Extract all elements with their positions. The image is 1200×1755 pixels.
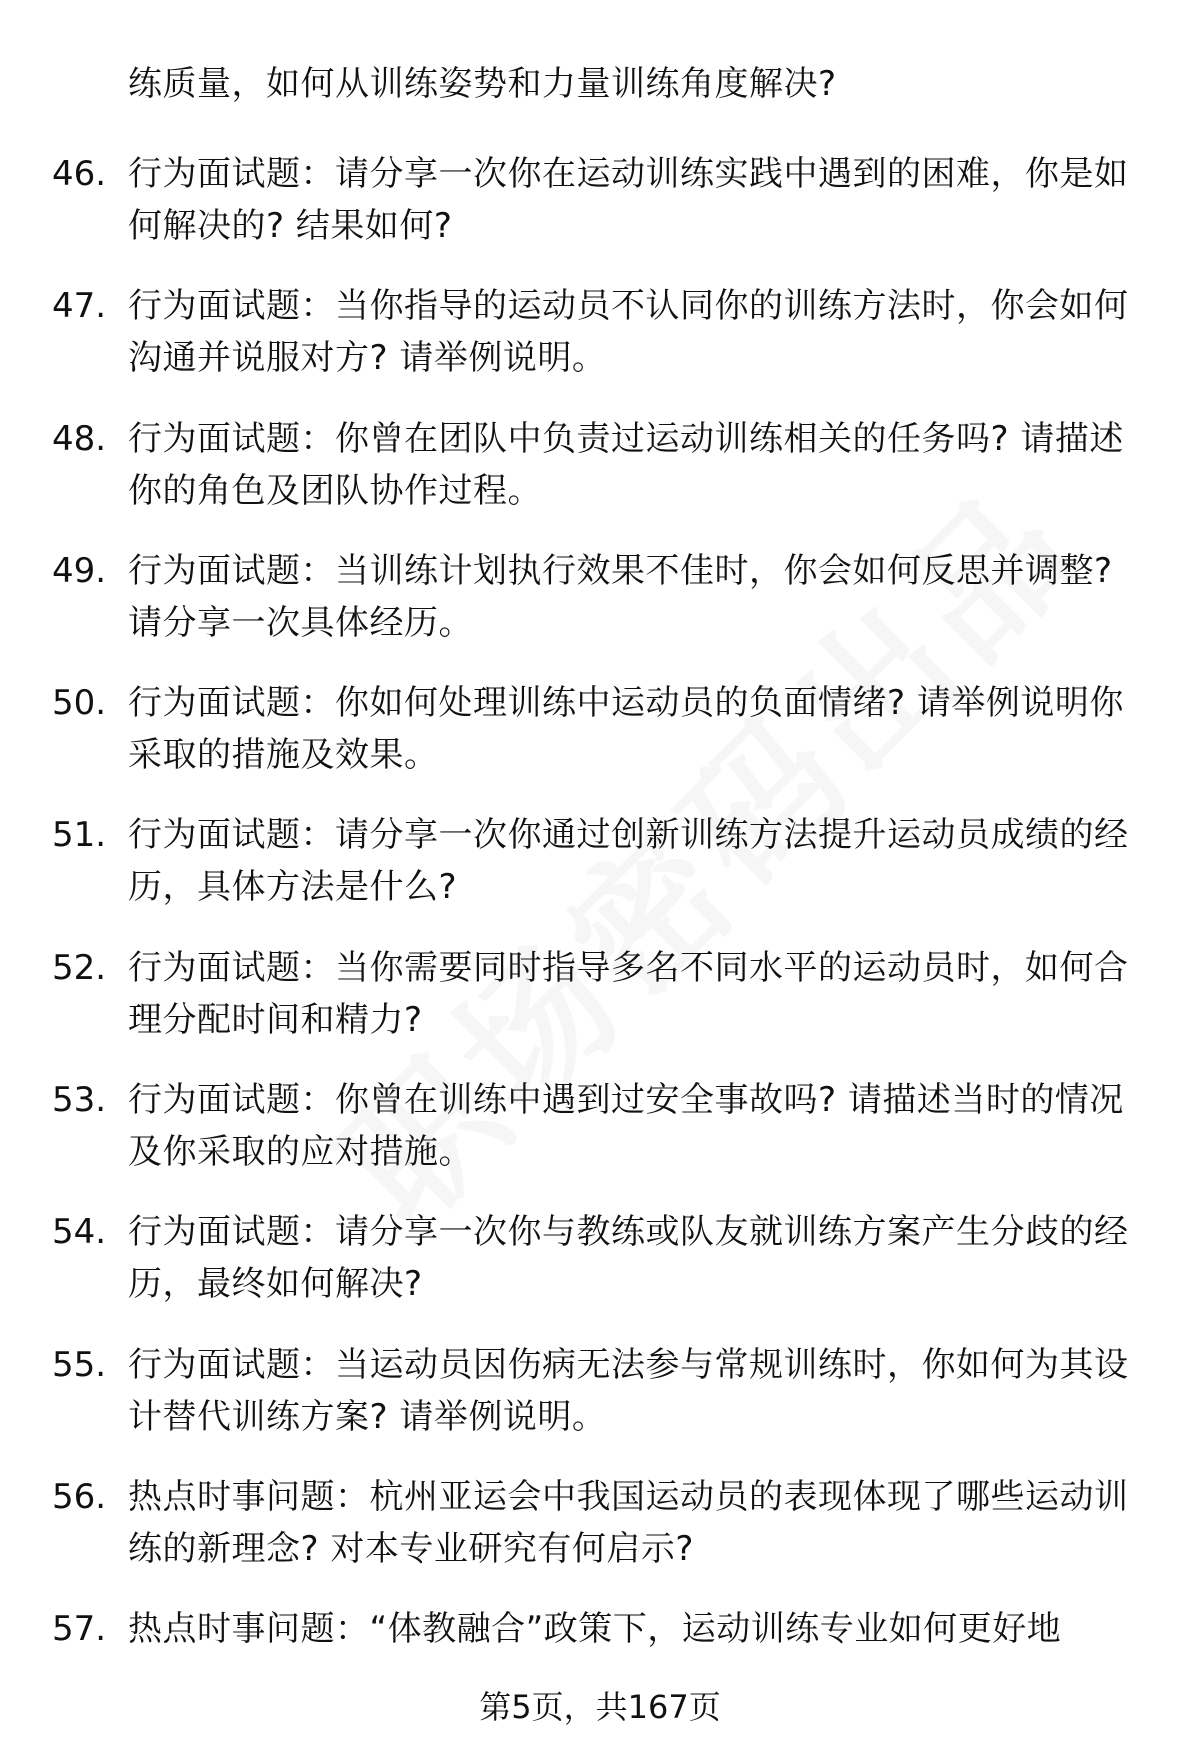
question-number: 46.	[52, 154, 107, 194]
question-text: 行为面试题：请分享一次你在运动训练实践中遇到的困难，你是如何解决的? 结果如何?	[128, 154, 1129, 246]
list-item	[0, 942, 1200, 1074]
question-text: 行为面试题：你如何处理训练中运动员的负面情绪? 请举例说明你采取的措施及效果。	[128, 683, 1124, 776]
question-number: 53.	[52, 1080, 107, 1121]
question-text: 热点时事问题：“体教融合”政策下，运动训练专业如何更好地	[128, 1609, 1062, 1650]
question-number: 49.	[52, 550, 107, 591]
question-text: 热点时事问题：杭州亚运会中我国运动员的表现体现了哪些运动训练的新理念? 对本专业研究有何启示?	[128, 1476, 1129, 1569]
question-text: 行为面试题：请分享一次你与教练或队友就训练方案产生分歧的经历，最终如何解决?	[128, 1212, 1129, 1305]
question-text: 行为面试题：当你需要同时指导多名不同水平的运动员时，如何合理分配时间和精力?	[128, 947, 1129, 1040]
question-text: 行为面试题：当训练计划执行效果不佳时，你会如何反思并调整? 请分享一次具体经历。	[128, 550, 1113, 643]
list-item	[0, 1339, 1200, 1471]
question-number: 51.	[52, 815, 107, 856]
list-item	[0, 1471, 1200, 1603]
list-item	[0, 677, 1200, 809]
question-number: 50.	[52, 683, 107, 724]
question-text: 行为面试题：你曾在训练中遇到过安全事故吗? 请描述当时的情况及你采取的应对措施。	[128, 1080, 1124, 1173]
list-item	[0, 809, 1200, 941]
list-item	[0, 413, 1200, 545]
question-text: 行为面试题：当运动员因伤病无法参与常规训练时，你如何为其设计替代训练方案? 请举例说明。	[128, 1344, 1129, 1437]
question-number: 55.	[52, 1344, 107, 1385]
question-number: 52.	[52, 947, 107, 988]
question-list	[0, 148, 1200, 1736]
question-text: 行为面试题：请分享一次你通过创新训练方法提升运动员成绩的经历，具体方法是什么?	[128, 815, 1129, 908]
list-item	[0, 1206, 1200, 1338]
question-text: 行为面试题：当你指导的运动员不认同你的训练方法时，你会如何沟通并说服对方? 请举例说明。	[128, 286, 1129, 379]
list-item	[0, 148, 1200, 280]
page-footer	[0, 1687, 1200, 1727]
question-number: 57.	[52, 1609, 107, 1650]
list-item	[0, 1074, 1200, 1206]
continuation-text: 练质量，如何从训练姿势和力量训练角度解决?	[128, 64, 837, 104]
question-number: 47.	[52, 286, 107, 327]
list-item	[0, 545, 1200, 677]
question-number: 48.	[52, 418, 107, 459]
page-number-label: 第5页，共167页	[479, 1688, 721, 1726]
list-item	[0, 280, 1200, 412]
question-number: 54.	[52, 1212, 107, 1253]
question-text: 行为面试题：你曾在团队中负责过运动训练相关的任务吗? 请描述你的角色及团队协作过程。	[128, 418, 1124, 511]
question-number: 56.	[52, 1476, 107, 1517]
